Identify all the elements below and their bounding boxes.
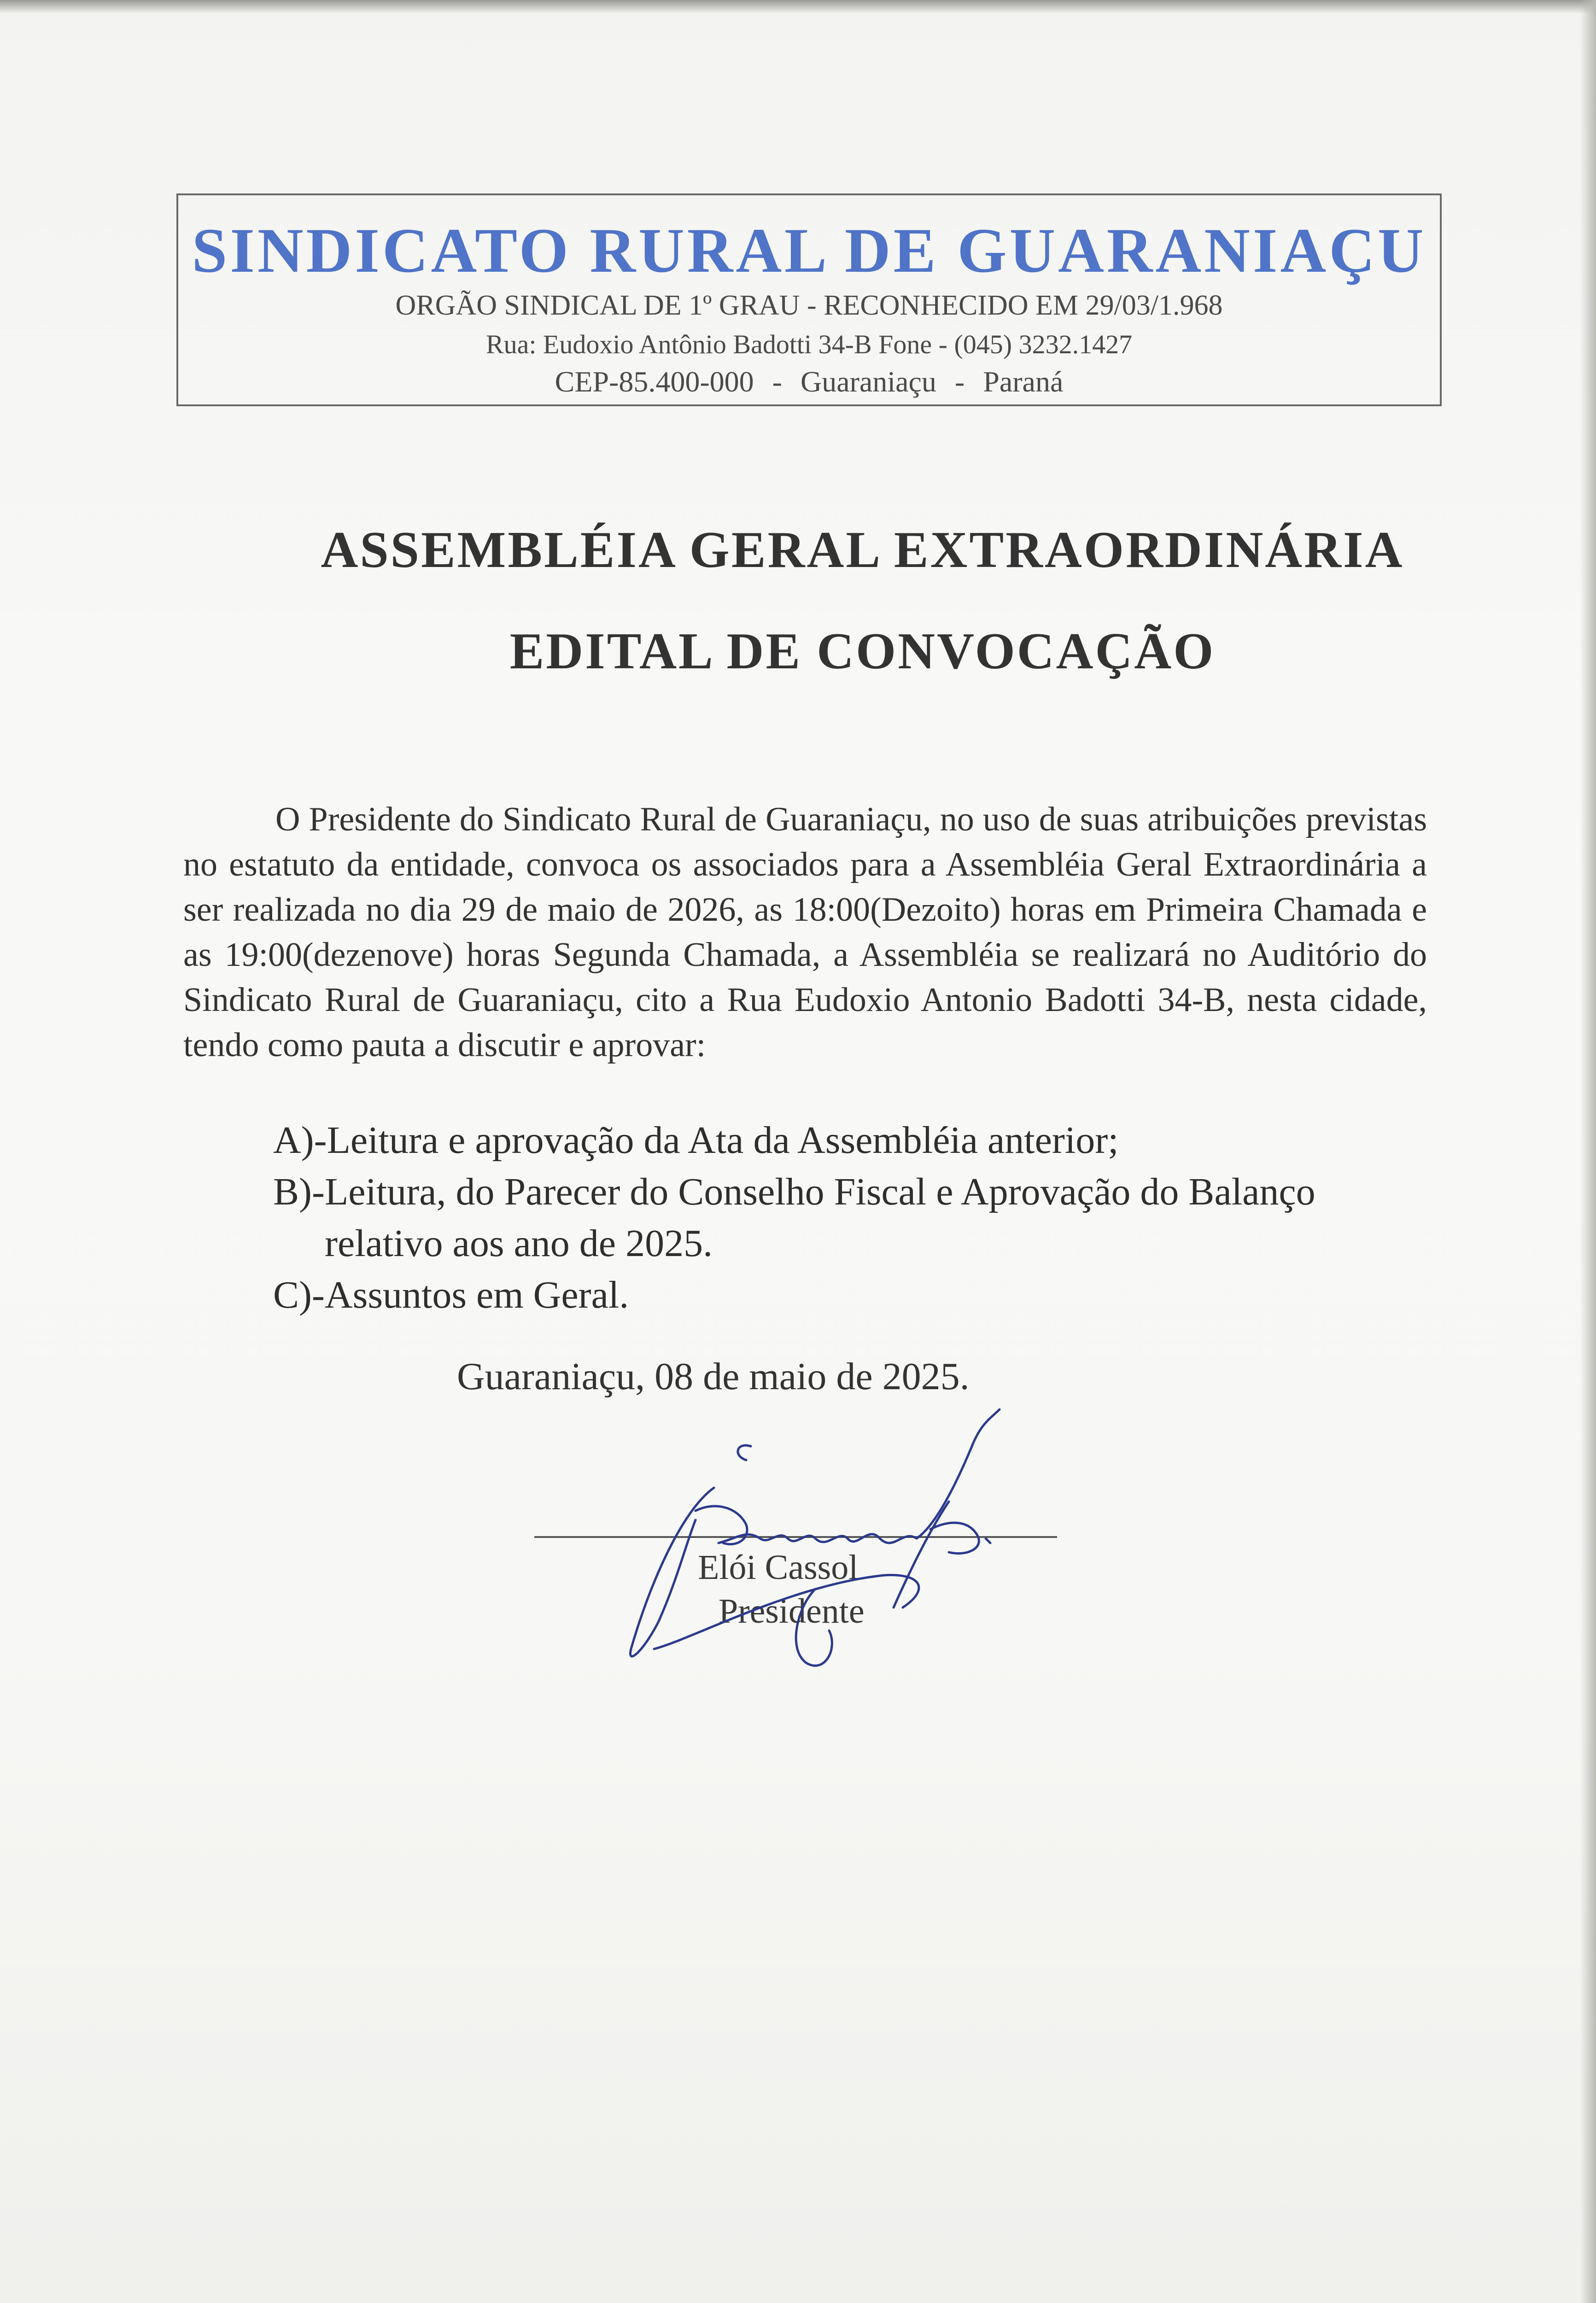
agenda-item-text: Leitura e aprovação da Ata da Assembléia anterior; bbox=[327, 1119, 1119, 1162]
signer-name: Elói Cassol bbox=[698, 1548, 859, 1587]
document-title: ASSEMBLÉIA GERAL EXTRAORDINÁRIA bbox=[321, 521, 1404, 579]
agenda-item-text: Assuntos em Geral. bbox=[324, 1274, 629, 1316]
agenda-item bbox=[273, 1115, 1425, 1166]
agenda-item-letter: C)- bbox=[273, 1274, 325, 1316]
org-name: SINDICATO RURAL DE GUARANIAÇU bbox=[192, 215, 1426, 286]
letterhead bbox=[176, 193, 1442, 406]
agenda-item bbox=[273, 1269, 1425, 1321]
org-city: Guaraniaçu bbox=[800, 365, 936, 398]
org-cep: CEP-85.400-000 bbox=[555, 365, 754, 398]
document-subtitle: EDITAL DE CONVOCAÇÃO bbox=[509, 623, 1216, 680]
org-state: Paraná bbox=[983, 365, 1064, 398]
agenda-item-letter: B)- bbox=[273, 1170, 325, 1213]
scan-edge-top bbox=[0, 0, 1596, 14]
convocation-paragraph: O Presidente do Sindicato Rural de Guaraniaçu, no uso de suas atribuições previstas no estatuto da entidade, convoca os associados para a Assembléia Geral Extraordinária a ser realizada no dia 29 de maio de 2026, as 18:00(Dezoito) horas em Primeira Chamada e as 19:00(dezenove) horas Segunda Chamada, a Assembléia se realizará no Auditório do Sindicato Rural de Guaraniaçu, cito a Rua Eudoxio Antonio Badotti 34-B, nesta cidade, tendo como pauta a discutir e aprovar: bbox=[183, 801, 1427, 1064]
org-location-line bbox=[178, 365, 1440, 399]
separator: - bbox=[954, 365, 965, 398]
handwritten-signature bbox=[599, 1391, 1082, 1677]
agenda-list bbox=[273, 1115, 1425, 1321]
org-registration-line: ORGÃO SINDICAL DE 1º GRAU - RECONHECIDO EM 29/03/1.968 bbox=[395, 290, 1223, 321]
agenda-item-letter: A)- bbox=[273, 1119, 327, 1162]
org-address-line: Rua: Eudoxio Antônio Badotti 34-B Fone - (045) 3232.1427 bbox=[485, 329, 1133, 359]
date-line: Guaraniaçu, 08 de maio de 2025. bbox=[457, 1355, 970, 1398]
signer-role: Presidente bbox=[719, 1592, 865, 1631]
agenda-item bbox=[273, 1166, 1425, 1269]
scan-edge-right bbox=[1580, 0, 1596, 2303]
agenda-item-text: Leitura, do Parecer do Conselho Fiscal e Aprovação do Balanço relativo aos ano de 2025. bbox=[324, 1170, 1315, 1265]
separator: - bbox=[772, 365, 782, 398]
